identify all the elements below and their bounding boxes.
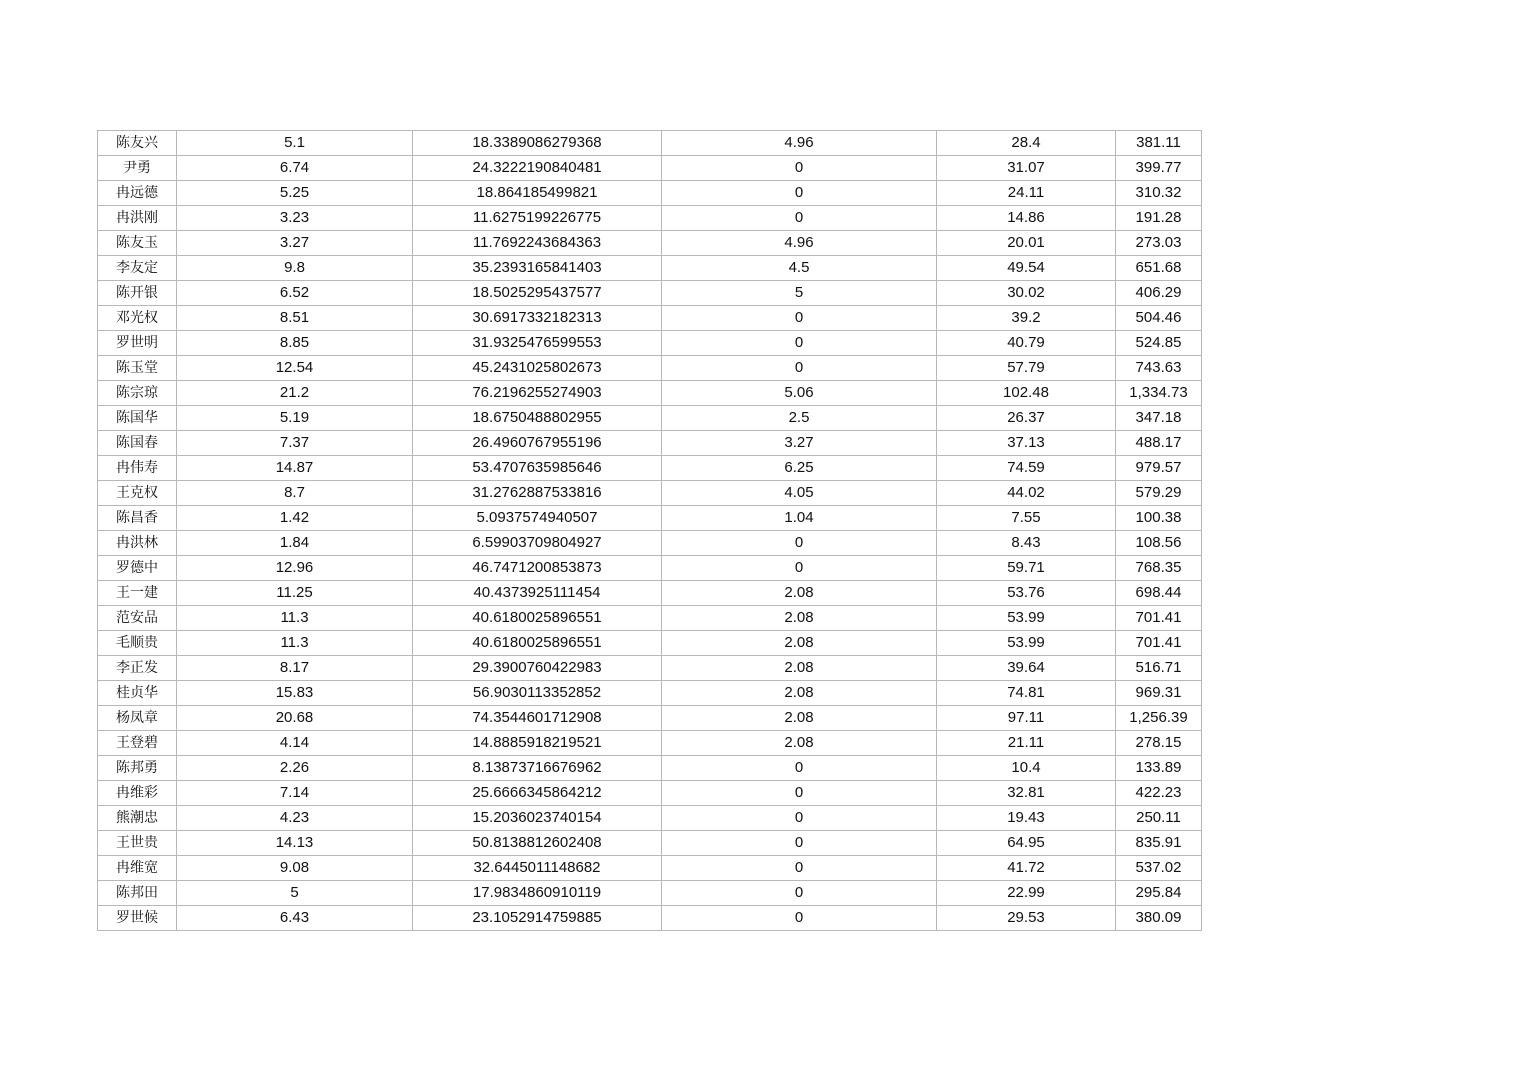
value-cell-2: 56.9030113352852 bbox=[413, 681, 662, 706]
value-cell-2: 76.2196255274903 bbox=[413, 381, 662, 406]
total-cell: 488.17 bbox=[1116, 431, 1202, 456]
value-cell-4: 49.54 bbox=[937, 256, 1116, 281]
value-cell-3: 0 bbox=[662, 756, 937, 781]
value-cell-3: 0 bbox=[662, 881, 937, 906]
name-cell: 陈国春 bbox=[98, 431, 177, 456]
name-cell: 毛顺贵 bbox=[98, 631, 177, 656]
table-row bbox=[98, 256, 1202, 281]
name-cell: 罗世明 bbox=[98, 331, 177, 356]
name-cell: 王一建 bbox=[98, 581, 177, 606]
value-cell-1: 9.08 bbox=[177, 856, 413, 881]
total-cell: 768.35 bbox=[1116, 556, 1202, 581]
total-cell: 100.38 bbox=[1116, 506, 1202, 531]
name-cell: 冉维彩 bbox=[98, 781, 177, 806]
total-cell: 979.57 bbox=[1116, 456, 1202, 481]
value-cell-2: 17.9834860910119 bbox=[413, 881, 662, 906]
total-cell: 504.46 bbox=[1116, 306, 1202, 331]
value-cell-3: 5.06 bbox=[662, 381, 937, 406]
name-cell: 罗世候 bbox=[98, 906, 177, 931]
name-cell: 范安品 bbox=[98, 606, 177, 631]
value-cell-2: 11.6275199226775 bbox=[413, 206, 662, 231]
value-cell-3: 6.25 bbox=[662, 456, 937, 481]
value-cell-3: 2.08 bbox=[662, 606, 937, 631]
value-cell-3: 0 bbox=[662, 356, 937, 381]
value-cell-4: 102.48 bbox=[937, 381, 1116, 406]
total-cell: 1,256.39 bbox=[1116, 706, 1202, 731]
total-cell: 537.02 bbox=[1116, 856, 1202, 881]
table-row bbox=[98, 556, 1202, 581]
value-cell-3: 5 bbox=[662, 281, 937, 306]
value-cell-4: 29.53 bbox=[937, 906, 1116, 931]
value-cell-2: 40.6180025896551 bbox=[413, 631, 662, 656]
value-cell-3: 2.08 bbox=[662, 581, 937, 606]
value-cell-2: 31.2762887533816 bbox=[413, 481, 662, 506]
value-cell-4: 74.59 bbox=[937, 456, 1116, 481]
name-cell: 王世贵 bbox=[98, 831, 177, 856]
table-row bbox=[98, 856, 1202, 881]
total-cell: 969.31 bbox=[1116, 681, 1202, 706]
value-cell-3: 1.04 bbox=[662, 506, 937, 531]
value-cell-2: 18.864185499821 bbox=[413, 181, 662, 206]
table-row bbox=[98, 806, 1202, 831]
value-cell-1: 8.85 bbox=[177, 331, 413, 356]
value-cell-4: 10.4 bbox=[937, 756, 1116, 781]
name-cell: 陈宗琼 bbox=[98, 381, 177, 406]
total-cell: 516.71 bbox=[1116, 656, 1202, 681]
value-cell-3: 2.08 bbox=[662, 706, 937, 731]
value-cell-3: 4.05 bbox=[662, 481, 937, 506]
name-cell: 李正发 bbox=[98, 656, 177, 681]
value-cell-1: 2.26 bbox=[177, 756, 413, 781]
total-cell: 108.56 bbox=[1116, 531, 1202, 556]
value-cell-3: 0 bbox=[662, 831, 937, 856]
value-cell-1: 5.19 bbox=[177, 406, 413, 431]
value-cell-4: 53.99 bbox=[937, 606, 1116, 631]
table-row bbox=[98, 831, 1202, 856]
total-cell: 835.91 bbox=[1116, 831, 1202, 856]
value-cell-2: 8.13873716676962 bbox=[413, 756, 662, 781]
value-cell-4: 53.76 bbox=[937, 581, 1116, 606]
table-row bbox=[98, 506, 1202, 531]
value-cell-4: 7.55 bbox=[937, 506, 1116, 531]
value-cell-3: 2.08 bbox=[662, 681, 937, 706]
table-row bbox=[98, 531, 1202, 556]
name-cell: 陈玉堂 bbox=[98, 356, 177, 381]
value-cell-3: 0 bbox=[662, 856, 937, 881]
table-row bbox=[98, 156, 1202, 181]
name-cell: 冉洪刚 bbox=[98, 206, 177, 231]
value-cell-2: 18.3389086279368 bbox=[413, 131, 662, 156]
table-row bbox=[98, 581, 1202, 606]
table-row bbox=[98, 131, 1202, 156]
value-cell-1: 6.43 bbox=[177, 906, 413, 931]
value-cell-3: 2.5 bbox=[662, 406, 937, 431]
total-cell: 310.32 bbox=[1116, 181, 1202, 206]
value-cell-2: 74.3544601712908 bbox=[413, 706, 662, 731]
value-cell-3: 0 bbox=[662, 556, 937, 581]
value-cell-4: 28.4 bbox=[937, 131, 1116, 156]
table-row bbox=[98, 456, 1202, 481]
name-cell: 邓光权 bbox=[98, 306, 177, 331]
total-cell: 698.44 bbox=[1116, 581, 1202, 606]
value-cell-4: 59.71 bbox=[937, 556, 1116, 581]
value-cell-4: 57.79 bbox=[937, 356, 1116, 381]
value-cell-2: 40.6180025896551 bbox=[413, 606, 662, 631]
name-cell: 罗德中 bbox=[98, 556, 177, 581]
name-cell: 尹勇 bbox=[98, 156, 177, 181]
value-cell-2: 11.7692243684363 bbox=[413, 231, 662, 256]
name-cell: 陈开银 bbox=[98, 281, 177, 306]
value-cell-2: 14.8885918219521 bbox=[413, 731, 662, 756]
table-row bbox=[98, 231, 1202, 256]
value-cell-3: 0 bbox=[662, 306, 937, 331]
value-cell-3: 4.96 bbox=[662, 231, 937, 256]
value-cell-3: 0 bbox=[662, 531, 937, 556]
table-row bbox=[98, 906, 1202, 931]
value-cell-2: 45.2431025802673 bbox=[413, 356, 662, 381]
total-cell: 579.29 bbox=[1116, 481, 1202, 506]
value-cell-4: 20.01 bbox=[937, 231, 1116, 256]
table-row bbox=[98, 206, 1202, 231]
total-cell: 743.63 bbox=[1116, 356, 1202, 381]
value-cell-1: 11.3 bbox=[177, 606, 413, 631]
name-cell: 冉远德 bbox=[98, 181, 177, 206]
value-cell-3: 2.08 bbox=[662, 656, 937, 681]
value-cell-2: 46.7471200853873 bbox=[413, 556, 662, 581]
value-cell-2: 23.1052914759885 bbox=[413, 906, 662, 931]
value-cell-3: 3.27 bbox=[662, 431, 937, 456]
name-cell: 陈友玉 bbox=[98, 231, 177, 256]
table-row bbox=[98, 181, 1202, 206]
value-cell-2: 30.6917332182313 bbox=[413, 306, 662, 331]
table-row bbox=[98, 881, 1202, 906]
value-cell-3: 0 bbox=[662, 781, 937, 806]
total-cell: 422.23 bbox=[1116, 781, 1202, 806]
value-cell-4: 40.79 bbox=[937, 331, 1116, 356]
name-cell: 李友定 bbox=[98, 256, 177, 281]
value-cell-1: 3.27 bbox=[177, 231, 413, 256]
value-cell-4: 21.11 bbox=[937, 731, 1116, 756]
value-cell-4: 74.81 bbox=[937, 681, 1116, 706]
total-cell: 701.41 bbox=[1116, 631, 1202, 656]
name-cell: 王登碧 bbox=[98, 731, 177, 756]
value-cell-4: 64.95 bbox=[937, 831, 1116, 856]
value-cell-3: 2.08 bbox=[662, 631, 937, 656]
value-cell-2: 6.59903709804927 bbox=[413, 531, 662, 556]
value-cell-1: 12.96 bbox=[177, 556, 413, 581]
value-cell-4: 44.02 bbox=[937, 481, 1116, 506]
table-row bbox=[98, 356, 1202, 381]
name-cell: 陈友兴 bbox=[98, 131, 177, 156]
table-row bbox=[98, 406, 1202, 431]
name-cell: 冉维宽 bbox=[98, 856, 177, 881]
value-cell-3: 0 bbox=[662, 331, 937, 356]
value-cell-4: 24.11 bbox=[937, 181, 1116, 206]
table-row bbox=[98, 606, 1202, 631]
value-cell-3: 4.96 bbox=[662, 131, 937, 156]
value-cell-2: 5.0937574940507 bbox=[413, 506, 662, 531]
value-cell-1: 4.23 bbox=[177, 806, 413, 831]
value-cell-1: 20.68 bbox=[177, 706, 413, 731]
value-cell-1: 6.74 bbox=[177, 156, 413, 181]
table-row bbox=[98, 481, 1202, 506]
value-cell-3: 2.08 bbox=[662, 731, 937, 756]
value-cell-1: 11.25 bbox=[177, 581, 413, 606]
name-cell: 王克权 bbox=[98, 481, 177, 506]
table-row bbox=[98, 331, 1202, 356]
name-cell: 桂贞华 bbox=[98, 681, 177, 706]
total-cell: 701.41 bbox=[1116, 606, 1202, 631]
total-cell: 524.85 bbox=[1116, 331, 1202, 356]
value-cell-4: 31.07 bbox=[937, 156, 1116, 181]
name-cell: 熊潮忠 bbox=[98, 806, 177, 831]
name-cell: 陈邦田 bbox=[98, 881, 177, 906]
name-cell: 陈国华 bbox=[98, 406, 177, 431]
value-cell-4: 39.2 bbox=[937, 306, 1116, 331]
value-cell-1: 1.84 bbox=[177, 531, 413, 556]
value-cell-3: 0 bbox=[662, 181, 937, 206]
value-cell-3: 4.5 bbox=[662, 256, 937, 281]
total-cell: 347.18 bbox=[1116, 406, 1202, 431]
value-cell-4: 8.43 bbox=[937, 531, 1116, 556]
value-cell-1: 12.54 bbox=[177, 356, 413, 381]
total-cell: 278.15 bbox=[1116, 731, 1202, 756]
table-body bbox=[98, 131, 1202, 931]
value-cell-1: 1.42 bbox=[177, 506, 413, 531]
table-row bbox=[98, 781, 1202, 806]
table-row bbox=[98, 306, 1202, 331]
total-cell: 399.77 bbox=[1116, 156, 1202, 181]
table-row bbox=[98, 431, 1202, 456]
value-cell-2: 50.8138812602408 bbox=[413, 831, 662, 856]
value-cell-1: 7.14 bbox=[177, 781, 413, 806]
total-cell: 191.28 bbox=[1116, 206, 1202, 231]
total-cell: 380.09 bbox=[1116, 906, 1202, 931]
data-table bbox=[97, 130, 1202, 931]
name-cell: 陈昌香 bbox=[98, 506, 177, 531]
table-row bbox=[98, 631, 1202, 656]
value-cell-1: 8.51 bbox=[177, 306, 413, 331]
value-cell-1: 15.83 bbox=[177, 681, 413, 706]
value-cell-1: 7.37 bbox=[177, 431, 413, 456]
value-cell-4: 30.02 bbox=[937, 281, 1116, 306]
value-cell-1: 14.13 bbox=[177, 831, 413, 856]
value-cell-3: 0 bbox=[662, 206, 937, 231]
value-cell-1: 6.52 bbox=[177, 281, 413, 306]
value-cell-2: 24.3222190840481 bbox=[413, 156, 662, 181]
value-cell-1: 5.25 bbox=[177, 181, 413, 206]
value-cell-1: 8.7 bbox=[177, 481, 413, 506]
value-cell-1: 4.14 bbox=[177, 731, 413, 756]
value-cell-4: 22.99 bbox=[937, 881, 1116, 906]
value-cell-4: 32.81 bbox=[937, 781, 1116, 806]
total-cell: 381.11 bbox=[1116, 131, 1202, 156]
total-cell: 273.03 bbox=[1116, 231, 1202, 256]
value-cell-2: 25.6666345864212 bbox=[413, 781, 662, 806]
value-cell-1: 5 bbox=[177, 881, 413, 906]
total-cell: 250.11 bbox=[1116, 806, 1202, 831]
value-cell-4: 53.99 bbox=[937, 631, 1116, 656]
name-cell: 冉洪林 bbox=[98, 531, 177, 556]
table-row bbox=[98, 681, 1202, 706]
name-cell: 冉伟寿 bbox=[98, 456, 177, 481]
value-cell-1: 8.17 bbox=[177, 656, 413, 681]
table-row bbox=[98, 656, 1202, 681]
table-row bbox=[98, 731, 1202, 756]
table-row bbox=[98, 281, 1202, 306]
value-cell-4: 14.86 bbox=[937, 206, 1116, 231]
value-cell-1: 3.23 bbox=[177, 206, 413, 231]
value-cell-1: 11.3 bbox=[177, 631, 413, 656]
total-cell: 295.84 bbox=[1116, 881, 1202, 906]
value-cell-2: 18.5025295437577 bbox=[413, 281, 662, 306]
name-cell: 杨凤章 bbox=[98, 706, 177, 731]
value-cell-2: 35.2393165841403 bbox=[413, 256, 662, 281]
total-cell: 133.89 bbox=[1116, 756, 1202, 781]
value-cell-1: 14.87 bbox=[177, 456, 413, 481]
total-cell: 406.29 bbox=[1116, 281, 1202, 306]
value-cell-4: 26.37 bbox=[937, 406, 1116, 431]
value-cell-2: 40.4373925111454 bbox=[413, 581, 662, 606]
name-cell: 陈邦勇 bbox=[98, 756, 177, 781]
table-row bbox=[98, 706, 1202, 731]
value-cell-1: 9.8 bbox=[177, 256, 413, 281]
value-cell-2: 53.4707635985646 bbox=[413, 456, 662, 481]
value-cell-4: 19.43 bbox=[937, 806, 1116, 831]
value-cell-4: 97.11 bbox=[937, 706, 1116, 731]
value-cell-4: 41.72 bbox=[937, 856, 1116, 881]
value-cell-2: 29.3900760422983 bbox=[413, 656, 662, 681]
table-row bbox=[98, 756, 1202, 781]
table-row bbox=[98, 381, 1202, 406]
value-cell-2: 18.6750488802955 bbox=[413, 406, 662, 431]
value-cell-3: 0 bbox=[662, 156, 937, 181]
total-cell: 1,334.73 bbox=[1116, 381, 1202, 406]
value-cell-4: 39.64 bbox=[937, 656, 1116, 681]
value-cell-3: 0 bbox=[662, 806, 937, 831]
value-cell-2: 31.9325476599553 bbox=[413, 331, 662, 356]
value-cell-2: 26.4960767955196 bbox=[413, 431, 662, 456]
value-cell-1: 21.2 bbox=[177, 381, 413, 406]
value-cell-4: 37.13 bbox=[937, 431, 1116, 456]
value-cell-2: 15.2036023740154 bbox=[413, 806, 662, 831]
value-cell-2: 32.6445011148682 bbox=[413, 856, 662, 881]
value-cell-1: 5.1 bbox=[177, 131, 413, 156]
value-cell-3: 0 bbox=[662, 906, 937, 931]
total-cell: 651.68 bbox=[1116, 256, 1202, 281]
